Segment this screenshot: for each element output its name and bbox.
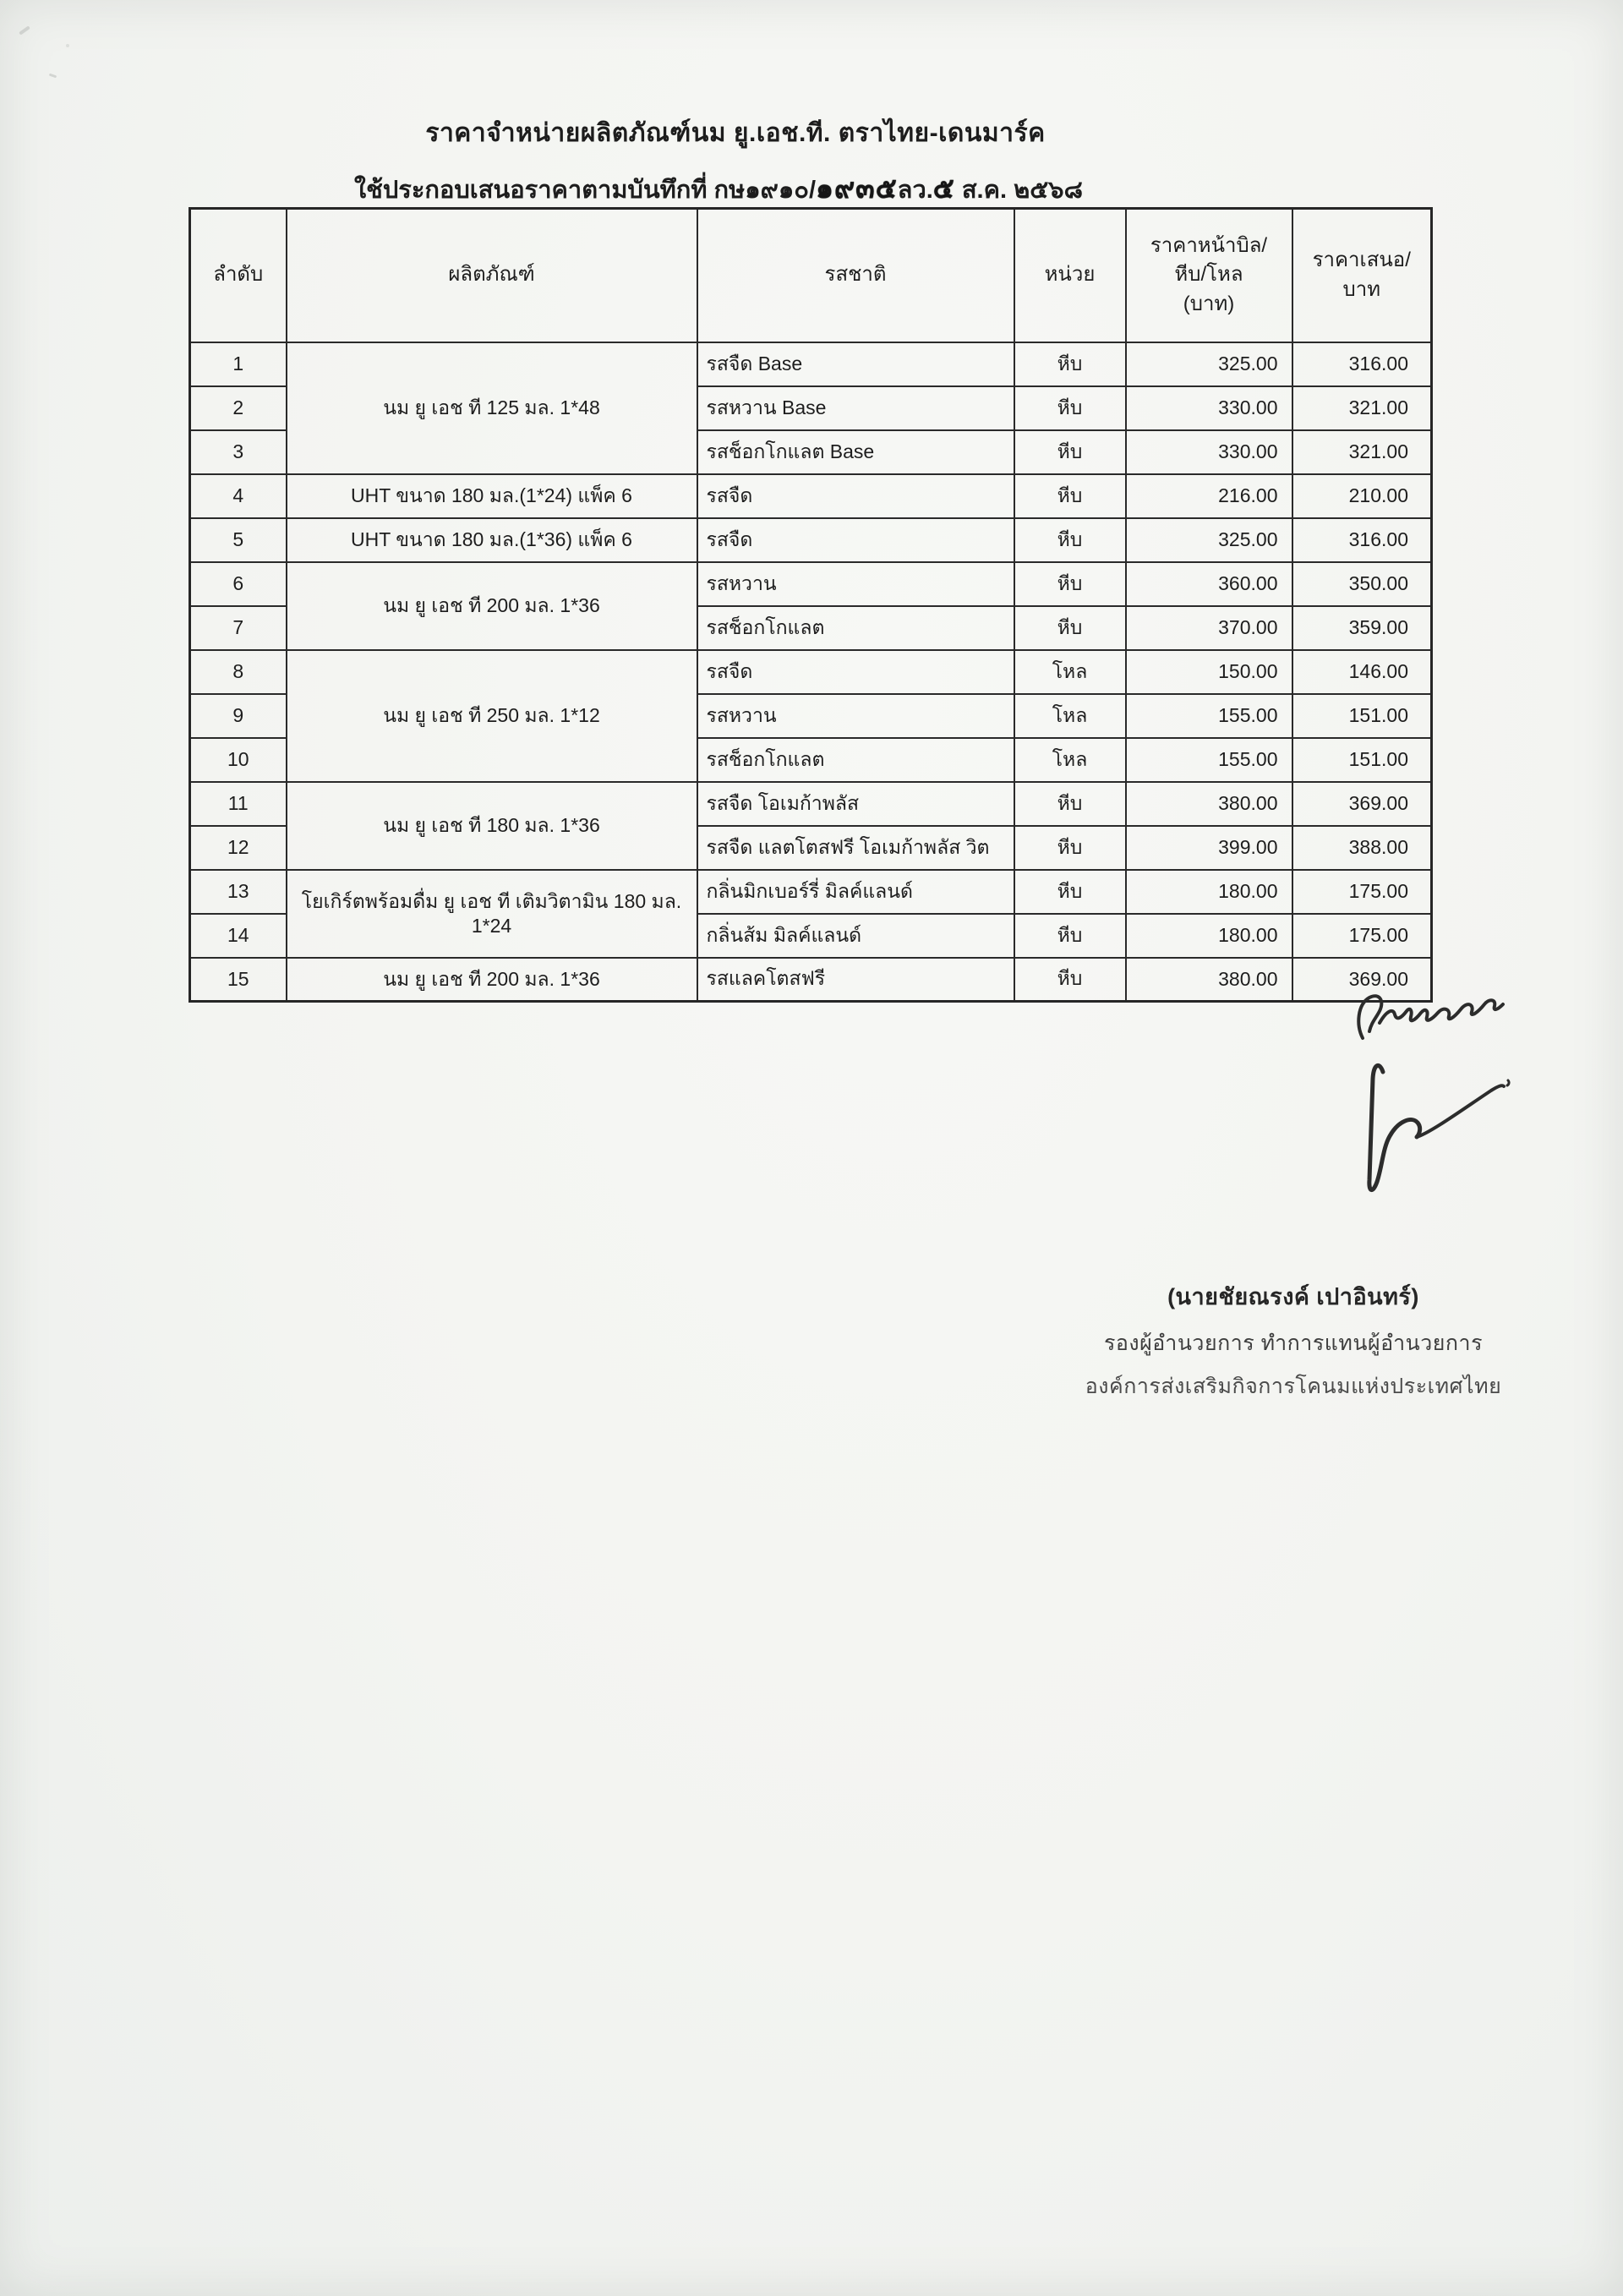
offer-price-cell: 369.00 xyxy=(1292,782,1432,826)
handwritten-day: ๕ xyxy=(932,172,955,204)
table-row xyxy=(190,870,1432,914)
bill-price-cell: 330.00 xyxy=(1126,430,1292,474)
unit-cell: หีบ xyxy=(1014,606,1126,650)
flavor-cell: รสช็อกโกแลต Base xyxy=(697,430,1014,474)
offer-price-cell: 321.00 xyxy=(1292,386,1432,430)
flavor-cell: รสหวาน xyxy=(697,694,1014,738)
unit-cell: หีบ xyxy=(1014,782,1126,826)
table-row xyxy=(190,342,1432,386)
product-cell: นม ยู เอช ที 180 มล. 1*36 xyxy=(287,782,697,870)
bill-price-cell: 360.00 xyxy=(1126,562,1292,606)
bill-price-cell: 150.00 xyxy=(1126,650,1292,694)
product-cell: UHT ขนาด 180 มล.(1*36) แพ็ค 6 xyxy=(287,518,697,562)
unit-cell: โหล xyxy=(1014,650,1126,694)
document-subtitle xyxy=(224,166,1213,210)
header-offer-line2: บาท xyxy=(1342,277,1381,301)
row-no: 14 xyxy=(190,914,287,958)
product-cell: โยเกิร์ตพร้อมดื่ม ยู เอช ที เติมวิตามิน 180 มล. 1*24 xyxy=(287,870,697,958)
scan-artifact xyxy=(66,44,69,47)
row-no: 6 xyxy=(190,562,287,606)
row-no: 4 xyxy=(190,474,287,518)
product-cell: UHT ขนาด 180 มล.(1*24) แพ็ค 6 xyxy=(287,474,697,518)
header-offer-line1: ราคาเสนอ/ xyxy=(1312,248,1411,271)
subtitle-typed-prefix: ใช้ประกอบเสนอราคาตามบันทึกที่ กษ๑๙๑๐/ xyxy=(354,177,817,204)
offer-price-cell: 321.00 xyxy=(1292,430,1432,474)
unit-cell: หีบ xyxy=(1014,342,1126,386)
bill-price-cell: 330.00 xyxy=(1126,386,1292,430)
table-row xyxy=(190,782,1432,826)
bill-price-cell: 180.00 xyxy=(1126,870,1292,914)
unit-cell: หีบ xyxy=(1014,826,1126,870)
row-no: 7 xyxy=(190,606,287,650)
price-table xyxy=(189,207,1433,1003)
handwritten-doc-number: ๑๙๓๕ xyxy=(816,172,898,204)
header-flavor: รสชาติ xyxy=(697,209,1014,342)
bill-price-cell: 155.00 xyxy=(1126,738,1292,782)
row-no: 1 xyxy=(190,342,287,386)
header-bill-line1: ราคาหน้าบิล/ xyxy=(1150,233,1268,257)
header-bill-line2: หีบ/โหล xyxy=(1174,263,1243,287)
unit-cell: หีบ xyxy=(1014,958,1126,1002)
unit-cell: หีบ xyxy=(1014,870,1126,914)
table-row xyxy=(190,474,1432,518)
flavor-cell: กลิ่นส้ม มิลค์แลนด์ xyxy=(697,914,1014,958)
header-bill-line3: (บาท) xyxy=(1183,292,1235,316)
bill-price-cell: 216.00 xyxy=(1126,474,1292,518)
header-unit: หน่วย xyxy=(1014,209,1126,342)
table-header-row xyxy=(190,209,1432,342)
flavor-cell: รสช็อกโกแลต xyxy=(697,738,1014,782)
offer-price-cell: 359.00 xyxy=(1292,606,1432,650)
offer-price-cell: 369.00 xyxy=(1292,958,1432,1002)
table-row xyxy=(190,518,1432,562)
offer-price-cell: 210.00 xyxy=(1292,474,1432,518)
flavor-cell: รสจืด xyxy=(697,650,1014,694)
offer-price-cell: 350.00 xyxy=(1292,562,1432,606)
table-row xyxy=(190,562,1432,606)
unit-cell: โหล xyxy=(1014,738,1126,782)
row-no: 3 xyxy=(190,430,287,474)
product-cell: นม ยู เอช ที 200 มล. 1*36 xyxy=(287,562,697,650)
unit-cell: หีบ xyxy=(1014,386,1126,430)
bill-price-cell: 380.00 xyxy=(1126,958,1292,1002)
header-offer-price xyxy=(1292,209,1432,342)
document-title: ราคาจำหน่ายผลิตภัณฑ์นม ยู.เอช.ที. ตราไทย-เดนมาร์ค xyxy=(425,119,1046,147)
bill-price-cell: 180.00 xyxy=(1126,914,1292,958)
header-bill-price xyxy=(1126,209,1292,342)
unit-cell: โหล xyxy=(1014,694,1126,738)
row-no: 13 xyxy=(190,870,287,914)
header-no: ลำดับ xyxy=(190,209,287,342)
unit-cell: หีบ xyxy=(1014,474,1126,518)
offer-price-cell: 151.00 xyxy=(1292,694,1432,738)
signer-name: (นายชัยณรงค์ เปาอินทร์) xyxy=(1167,1284,1419,1309)
unit-cell: หีบ xyxy=(1014,430,1126,474)
flavor-cell: รสแลคโตสฟรี xyxy=(697,958,1014,1002)
offer-price-cell: 175.00 xyxy=(1292,914,1432,958)
offer-price-cell: 316.00 xyxy=(1292,518,1432,562)
signer-position-line2: องค์การส่งเสริมกิจการโคนมแห่งประเทศไทย xyxy=(1085,1375,1502,1398)
flavor-cell: รสช็อกโกแลต xyxy=(697,606,1014,650)
row-no: 11 xyxy=(190,782,287,826)
subtitle-typed-suffix: ส.ค. ๒๕๖๘ xyxy=(954,177,1083,204)
row-no: 10 xyxy=(190,738,287,782)
bill-price-cell: 325.00 xyxy=(1126,342,1292,386)
subtitle-typed-lw: ลว. xyxy=(897,177,933,204)
product-cell: นม ยู เอช ที 200 มล. 1*36 xyxy=(287,958,697,1002)
offer-price-cell: 316.00 xyxy=(1292,342,1432,386)
product-cell: นม ยู เอช ที 250 มล. 1*12 xyxy=(287,650,697,782)
scan-artifact xyxy=(19,25,30,35)
bill-price-cell: 325.00 xyxy=(1126,518,1292,562)
flavor-cell: รสหวาน Base xyxy=(697,386,1014,430)
unit-cell: หีบ xyxy=(1014,518,1126,562)
row-no: 2 xyxy=(190,386,287,430)
flavor-cell: รสจืด xyxy=(697,474,1014,518)
bill-price-cell: 155.00 xyxy=(1126,694,1292,738)
unit-cell: หีบ xyxy=(1014,914,1126,958)
flavor-cell: รสจืด Base xyxy=(697,342,1014,386)
flavor-cell: รสจืด แลตโตสฟรี โอเมก้าพลัส วิต xyxy=(697,826,1014,870)
row-no: 5 xyxy=(190,518,287,562)
row-no: 12 xyxy=(190,826,287,870)
bill-price-cell: 399.00 xyxy=(1126,826,1292,870)
handwritten-initials xyxy=(1351,989,1520,1048)
flavor-cell: รสหวาน xyxy=(697,562,1014,606)
signature xyxy=(1342,1053,1537,1205)
product-cell: นม ยู เอช ที 125 มล. 1*48 xyxy=(287,342,697,474)
flavor-cell: รสจืด โอเมก้าพลัส xyxy=(697,782,1014,826)
signature-block xyxy=(1038,1278,1549,1403)
bill-price-cell: 370.00 xyxy=(1126,606,1292,650)
offer-price-cell: 151.00 xyxy=(1292,738,1432,782)
row-no: 15 xyxy=(190,958,287,1002)
scan-artifact xyxy=(49,74,57,79)
unit-cell: หีบ xyxy=(1014,562,1126,606)
row-no: 8 xyxy=(190,650,287,694)
header-product: ผลิตภัณฑ์ xyxy=(287,209,697,342)
flavor-cell: กลิ่นมิกเบอร์รี่ มิลค์แลนด์ xyxy=(697,870,1014,914)
row-no: 9 xyxy=(190,694,287,738)
offer-price-cell: 175.00 xyxy=(1292,870,1432,914)
signer-position-line1: รองผู้อำนวยการ ทำการแทนผู้อำนวยการ xyxy=(1103,1331,1484,1355)
flavor-cell: รสจืด xyxy=(697,518,1014,562)
offer-price-cell: 146.00 xyxy=(1292,650,1432,694)
table-row xyxy=(190,958,1432,1002)
bill-price-cell: 380.00 xyxy=(1126,782,1292,826)
table-row xyxy=(190,650,1432,694)
offer-price-cell: 388.00 xyxy=(1292,826,1432,870)
